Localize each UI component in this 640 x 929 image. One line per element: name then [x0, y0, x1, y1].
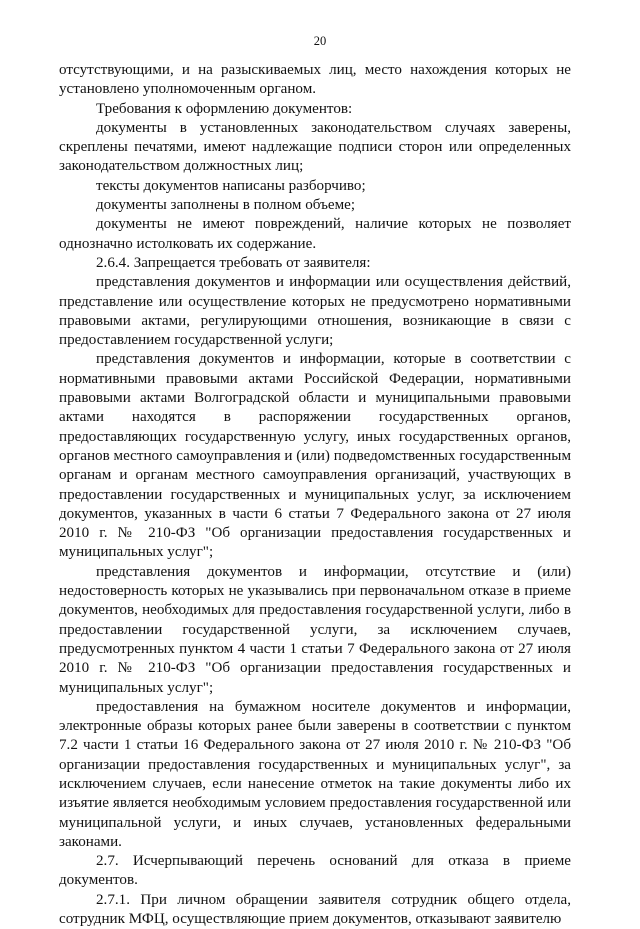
paragraph: документы не имеют повреждений, наличие которых не позволяет однозначно истолковать их содержание. [59, 216, 571, 252]
page-number: 20 [313, 34, 327, 48]
paragraph: отсутствующими, и на разыскиваемых лиц, место нахождения которых не установлено уполномоченным органом. [59, 62, 571, 98]
paragraph: предоставления на бумажном носителе документов и информации, электронные образы которых ранее были заверены в соответствии с пунктом 7.2 части 1 статьи 16 Федерального закона от 27 июля 2010 г. № 210-ФЗ "Об организации предоставления государственных и муниципальных услуг", за исключением случаев, если нанесение отметок на такие документы либо их изъятие является необходимым условием предоставления государственной или муниципальной услуги, и иных случаев, установленных федеральными законами. [59, 698, 571, 850]
paragraph: документы в установленных законодательством случаях заверены, скреплены печатями, имеют надлежащие подписи сторон или определенных законодательством должностных лиц; [59, 119, 571, 175]
paragraph: 2.7.1. При личном обращении заявителя сотрудник общего отдела, сотрудник МФЦ, осуществляющие прием документов, отказывают заявителю [59, 891, 571, 928]
body-text [59, 61, 571, 929]
paragraph: представления документов и информации, которые в соответствии с нормативными правовыми актами Российской Федерации, нормативными правовыми актами Волгоградской области и муниципальными правовыми актами находятся в распоряжении государственных органов, предоставляющих государственную услугу, иных государственных органов, органов местного самоуправления и (или) подведомственных государственным органам и органам местного самоуправления организаций, участвующих в предоставлении государственных и муниципальных услуг, за исключением документов, указанных в части 6 статьи 7 Федерального закона от 27 июля 2010 г. № 210-ФЗ "Об организации предоставления государственных и муниципальных услуг"; [59, 351, 571, 561]
paragraph: тексты документов написаны разборчиво; [96, 177, 366, 194]
paragraph: представления документов и информации или осуществления действий, представление или осуществление которых не предусмотрено нормативными правовыми актами, регулирующими отношения, возникающие в связи с предоставлением государственной услуги; [59, 274, 571, 349]
section-heading: 2.7. Исчерпывающий перечень оснований для отказа в приеме документов. [59, 853, 571, 889]
paragraph: Требования к оформлению документов: [96, 100, 353, 117]
section-heading: 2.6.4. Запрещается требовать от заявителя: [96, 254, 371, 271]
paragraph: документы заполнены в полном объеме; [96, 197, 356, 214]
paragraph: представления документов и информации, отсутствие и (или) недостоверность которых не указывались при первоначальном отказе в приеме документов, необходимых для предоставления государственной услуги, либо в предоставлении государственной услуги, за исключением случаев, предусмотренных пунктом 4 части 1 статьи 7 Федерального закона от 27 июля 2010 г. № 210-ФЗ "Об организации предоставления государственных и муниципальных услуг"; [59, 563, 571, 696]
